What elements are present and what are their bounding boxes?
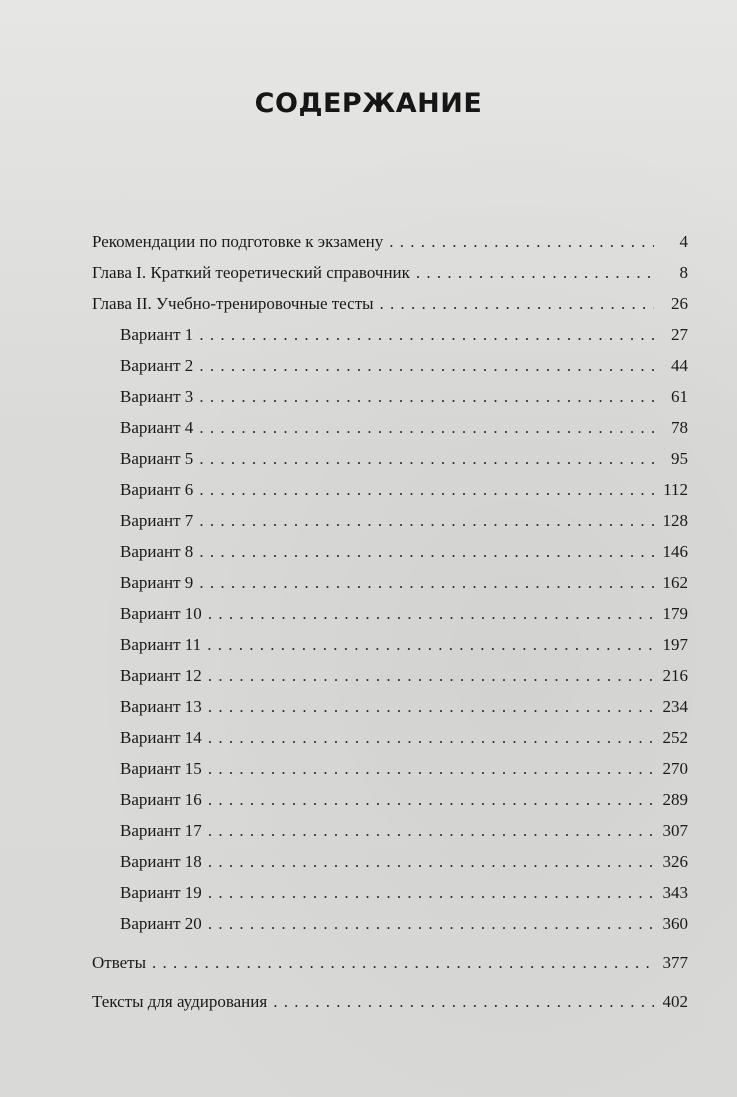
- dot-leader: [199, 536, 654, 567]
- toc-entry-page: 44: [671, 356, 688, 375]
- dot-leader: [199, 412, 654, 443]
- toc-entry-variant-6: [92, 474, 688, 505]
- toc-entry-variant-8: [92, 536, 688, 567]
- toc-entry-answers: [92, 947, 688, 978]
- toc-entry-variant-3: [92, 381, 688, 412]
- toc-entry-variant-15: [92, 753, 688, 784]
- dot-leader: [199, 443, 654, 474]
- dot-leader: [199, 567, 654, 598]
- dot-leader: [208, 660, 654, 691]
- toc-entry-page: 343: [662, 883, 688, 902]
- toc-entry-page: 326: [662, 852, 688, 871]
- toc-entry-page: 197: [662, 635, 688, 654]
- dot-leader: [208, 908, 654, 939]
- toc-entry-label: Вариант 2: [120, 356, 194, 375]
- toc-entry-variant-17: [92, 815, 688, 846]
- toc-entry-page: 95: [671, 449, 688, 468]
- toc-entry-variant-18: [92, 846, 688, 877]
- toc-entry-page: 61: [671, 387, 688, 406]
- toc-entry-label: Глава II. Учебно-тренировочные тесты: [92, 294, 374, 313]
- dot-leader: [199, 505, 654, 536]
- toc-entry-label: Вариант 4: [120, 418, 194, 437]
- dot-leader: [199, 350, 654, 381]
- toc-entry-page: 377: [662, 953, 688, 972]
- toc-entry-label: Ответы: [92, 953, 147, 972]
- toc-entry-label: Вариант 13: [120, 697, 202, 716]
- toc-entry-page: 402: [662, 992, 688, 1011]
- toc-entry-label: Вариант 3: [120, 387, 194, 406]
- toc-entry-label: Вариант 16: [120, 790, 202, 809]
- toc-entry-variant-19: [92, 877, 688, 908]
- dot-leader: [273, 986, 654, 1017]
- toc-entry-page: 216: [662, 666, 688, 685]
- toc-entry-variant-9: [92, 567, 688, 598]
- dot-leader: [380, 288, 654, 319]
- toc-entry-variant-2: [92, 350, 688, 381]
- toc-entry-listening-texts: [92, 986, 688, 1017]
- toc-entry-label: Вариант 15: [120, 759, 202, 778]
- toc-entry-page: 8: [679, 263, 688, 282]
- toc-entry-chapter-2: [92, 288, 688, 319]
- toc-entry-page: 27: [671, 325, 688, 344]
- toc-entry-variant-11: [92, 629, 688, 660]
- toc-entry-variant-5: [92, 443, 688, 474]
- toc-entry-label: Вариант 18: [120, 852, 202, 871]
- toc-entry-label: Вариант 8: [120, 542, 194, 561]
- dot-leader: [207, 629, 654, 660]
- toc-entry-label: Вариант 14: [120, 728, 202, 747]
- dot-leader: [208, 877, 654, 908]
- toc-entry-label: Вариант 5: [120, 449, 194, 468]
- toc-entry-label: Вариант 20: [120, 914, 202, 933]
- toc-entry-chapter-1: [92, 257, 688, 288]
- dot-leader: [208, 691, 654, 722]
- toc-entry-label: Вариант 12: [120, 666, 202, 685]
- dot-leader: [389, 226, 654, 257]
- dot-leader: [208, 815, 654, 846]
- toc-entry-label: Глава I. Краткий теоретический справочник: [92, 263, 410, 282]
- toc-entry-label: Вариант 9: [120, 573, 194, 592]
- page-title: СОДЕРЖАНИЕ: [254, 88, 483, 119]
- toc-entry-page: 234: [662, 697, 688, 716]
- toc-entry-page: 360: [662, 914, 688, 933]
- toc-entry-page: 179: [662, 604, 688, 623]
- toc-entry-label: Рекомендации по подготовке к экзамену: [92, 232, 384, 251]
- toc-entry-page: 270: [662, 759, 688, 778]
- toc-entry-page: 4: [679, 232, 688, 251]
- toc-entry-page: 128: [662, 511, 688, 530]
- toc-entry-label: Вариант 10: [120, 604, 202, 623]
- toc-entry-page: 252: [662, 728, 688, 747]
- toc-entry-page: 78: [671, 418, 688, 437]
- dot-leader: [208, 722, 654, 753]
- toc-entry-label: Вариант 1: [120, 325, 194, 344]
- toc-entry-variant-20: [92, 908, 688, 939]
- toc-entry-page: 112: [663, 480, 688, 499]
- toc-entry-variant-10: [92, 598, 688, 629]
- toc-entry-label: Вариант 19: [120, 883, 202, 902]
- toc-entry-page: 289: [662, 790, 688, 809]
- toc-entry-page: 307: [662, 821, 688, 840]
- dot-leader: [416, 257, 654, 288]
- toc-entry-variant-14: [92, 722, 688, 753]
- toc-entry-label: Вариант 6: [120, 480, 194, 499]
- toc-entry-label: Вариант 17: [120, 821, 202, 840]
- toc-entry-variant-1: [92, 319, 688, 350]
- toc-entry-variant-16: [92, 784, 688, 815]
- dot-leader: [199, 319, 654, 350]
- toc-entry-page: 146: [662, 542, 688, 561]
- toc-entry-label: Вариант 7: [120, 511, 194, 530]
- dot-leader: [208, 784, 654, 815]
- toc-entry-page: 26: [671, 294, 688, 313]
- dot-leader: [208, 598, 654, 629]
- dot-leader: [208, 846, 654, 877]
- toc-entry-variant-13: [92, 691, 688, 722]
- toc-entry-page: 162: [662, 573, 688, 592]
- dot-leader: [208, 753, 654, 784]
- toc-entry-variant-7: [92, 505, 688, 536]
- dot-leader: [199, 381, 654, 412]
- toc-entry-variant-4: [92, 412, 688, 443]
- toc-entry-recommendations: [92, 226, 688, 257]
- toc-entry-variant-12: [92, 660, 688, 691]
- table-of-contents: [92, 226, 688, 1017]
- dot-leader: [152, 947, 654, 978]
- toc-entry-label: Тексты для аудирования: [92, 992, 268, 1011]
- toc-entry-label: Вариант 11: [120, 635, 202, 654]
- dot-leader: [199, 474, 654, 505]
